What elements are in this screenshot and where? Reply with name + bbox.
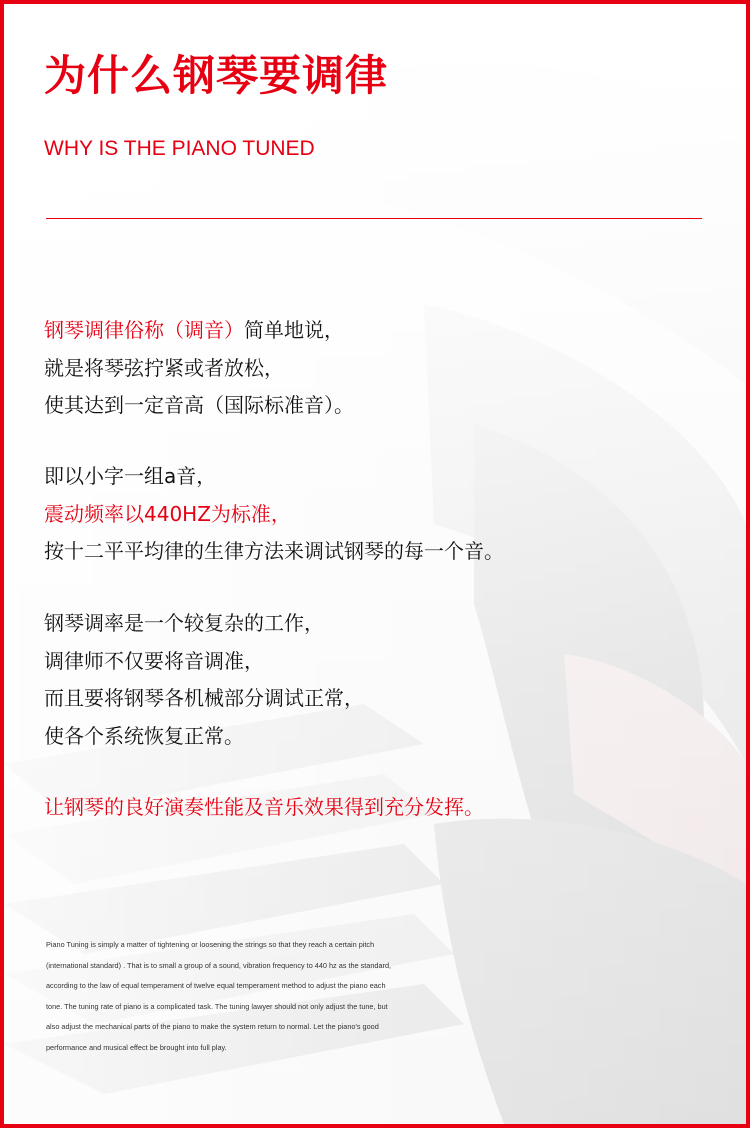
english-line: performance and musical effect be brought into full play. xyxy=(46,1042,227,1052)
body-text: 使其达到一定音高（国际标准音）。 xyxy=(44,393,354,417)
body-text: 调律师不仅要将音调准， xyxy=(44,648,264,673)
highlight-text: 震动频率以440HZ为标准， xyxy=(44,501,291,526)
highlight-text: 钢琴调律俗称（调音） xyxy=(44,318,244,342)
text-line xyxy=(44,605,364,643)
english-line: Piano Tuning is simply a matter of tightening or loosening the strings so that they reach a certain pitch xyxy=(46,940,375,949)
body-text: 即以小字一组a音， xyxy=(44,464,217,488)
text-line xyxy=(44,718,364,756)
body-text: 钢琴调率是一个较复杂的工作， xyxy=(44,611,324,635)
body-text: 就是将琴弦拧紧或者放松， xyxy=(44,355,284,380)
paragraph-conclusion xyxy=(44,789,484,827)
body-text: 按十二平平均律的生律方法来调试钢琴的每一个音。 xyxy=(44,539,504,563)
paragraph-work xyxy=(44,605,364,755)
body-text: 使各个系统恢复正常。 xyxy=(44,723,244,748)
english-line: according to the law of equal temperament of twelve equal temperament method to adjust the piano each xyxy=(46,981,386,990)
page-subtitle: WHY IS THE PIANO TUNED xyxy=(44,137,315,160)
text-line xyxy=(44,312,354,350)
english-line: tone. The tuning rate of piano is a complicated task. The tuning lawyer should not only adjust the tune, but xyxy=(46,1001,388,1011)
body-text: 简单地说， xyxy=(244,318,344,342)
text-line xyxy=(44,496,504,534)
text-line xyxy=(44,643,364,681)
divider xyxy=(46,218,702,219)
paragraph-intro xyxy=(44,312,354,425)
english-description xyxy=(46,935,446,1058)
page-title: 为什么钢琴要调律 xyxy=(44,51,389,100)
paragraph-standard xyxy=(44,458,504,571)
text-line xyxy=(44,680,364,718)
body-text: 而且要将钢琴各机械部分调试正常， xyxy=(44,686,364,710)
text-line xyxy=(44,387,354,425)
english-line: (international standard) . That is to small a group of a sound, vibration frequency to 440 hz as the standard, xyxy=(46,960,392,970)
text-line xyxy=(44,458,504,496)
english-line: also adjust the mechanical parts of the piano to make the system return to normal. Let the piano's good xyxy=(46,1022,379,1031)
highlight-text: 让钢琴的良好演奏性能及音乐效果得到充分发挥。 xyxy=(44,795,484,819)
text-line xyxy=(44,350,354,388)
text-line xyxy=(44,789,484,827)
text-line xyxy=(44,533,504,571)
